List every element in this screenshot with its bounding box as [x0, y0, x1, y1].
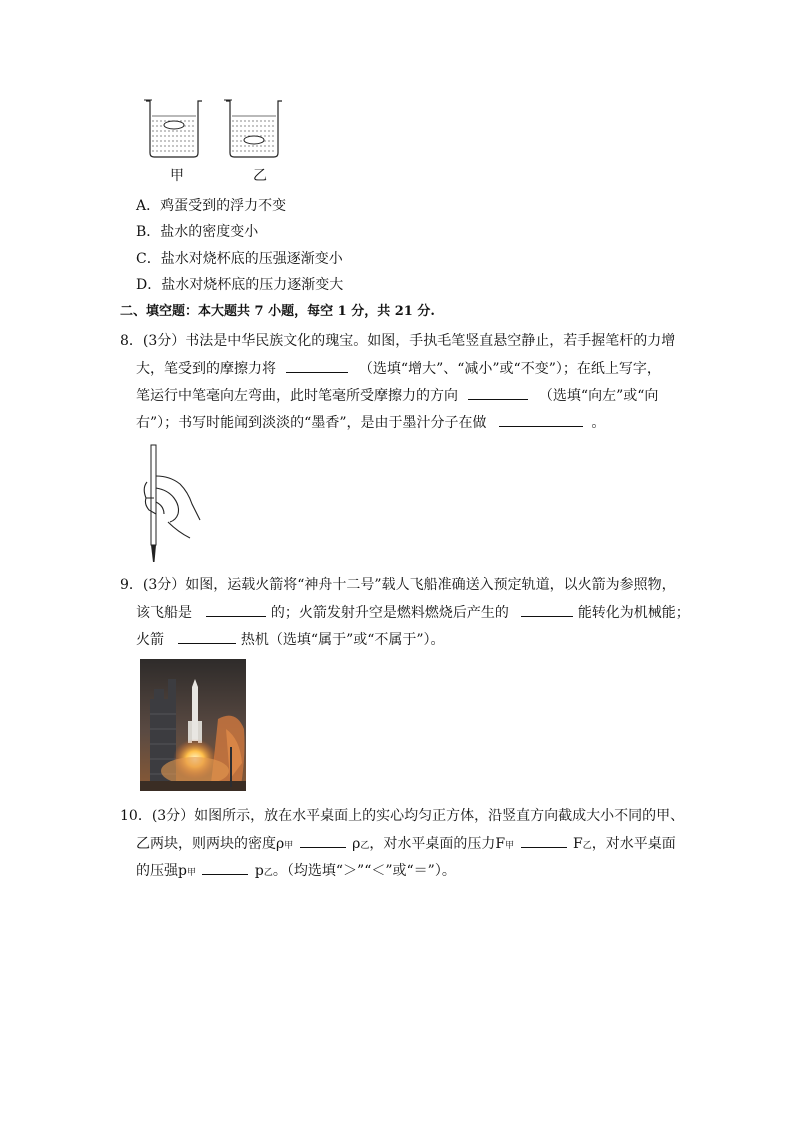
- q8-line3: [136, 385, 658, 406]
- q9-line1: 9．(3分）如图，运载火箭将“神舟十二号”载人飞船准确送入预定轨道，以火箭为参照物，: [120, 577, 676, 593]
- option-b: B．盐水的密度变小: [136, 224, 259, 240]
- q10-sub-yi-2: 乙: [582, 841, 592, 851]
- beaker-label-yi: 乙: [253, 168, 267, 184]
- option-c: C．盐水对烧杯底的压强逐渐变小: [136, 251, 343, 267]
- q9-line2-text-c: 能转化为机械能；: [577, 605, 690, 621]
- q8-line2-text-b: （选填“增大”、“减小”或“不变”）；在纸上写字，: [358, 361, 661, 377]
- q10-line1: 10．(3分）如图所示，放在水平桌面上的实心均匀正方体，沿竖直方向截成大小不同的甲、: [120, 808, 685, 824]
- q8-line3-text-a: 笔运行中笔毫向左弯曲，此时笔毫所受摩擦力的方向: [136, 388, 458, 404]
- q10-line3: [136, 860, 456, 883]
- q9-blank-1[interactable]: [206, 602, 266, 617]
- q9-blank-2[interactable]: [521, 602, 573, 617]
- q9-line3-text-a: 火箭: [136, 632, 164, 648]
- q8-line1: 8．(3分）书法是中华民族文化的瑰宝。如图，手执毛笔竖直悬空静止，若手握笔杆的力增: [120, 333, 676, 349]
- egg-suspended: [244, 136, 264, 144]
- brush-tip: [151, 545, 156, 562]
- beaker-jia: [144, 100, 202, 157]
- q10-line2-text-e: ，对水平桌面: [591, 836, 676, 852]
- q10-line3-text-a: 的压强p: [136, 863, 187, 879]
- q9-blank-3[interactable]: [178, 629, 236, 644]
- option-a: A．鸡蛋受到的浮力不变: [136, 198, 287, 214]
- beaker-label-jia: 甲: [170, 168, 184, 184]
- q8-blank-1[interactable]: [286, 358, 348, 373]
- q9-line2-text-b: 的；火箭发射升空是燃料燃烧后产生的: [270, 605, 509, 621]
- q9-line2: [136, 602, 690, 623]
- q10-line2-text-d: F: [573, 836, 583, 852]
- egg-floating: [164, 121, 184, 129]
- option-d: D．盐水对烧杯底的压力逐渐变大: [136, 277, 344, 293]
- q8-line4-text-b: 。: [591, 415, 606, 431]
- q10-sub-yi-3: 乙: [263, 868, 273, 878]
- q8-line3-text-b: （选填“向左”或“向: [538, 388, 659, 404]
- beaker-yi: [224, 100, 282, 157]
- q10-sub-jia-1: 甲: [284, 841, 294, 851]
- q10-line3-text-c: 。（均选填“＞”“＜”或“＝”）。: [272, 863, 456, 879]
- rocket-launch-photo: [140, 659, 246, 791]
- q8-blank-2[interactable]: [468, 385, 528, 400]
- q8-line2-text-a: 大，笔受到的摩擦力将: [136, 361, 276, 377]
- q9-line2-text-a: 该飞船是: [136, 605, 192, 621]
- q10-sub-jia-3: 甲: [186, 868, 196, 878]
- brush-shaft: [151, 445, 156, 545]
- q10-sub-yi-1: 乙: [360, 841, 370, 851]
- q10-blank-1[interactable]: [300, 833, 346, 848]
- q9-line3-text-b: 热机（选填“属于”或“不属于”）。: [240, 632, 445, 648]
- q10-line2: [136, 833, 676, 856]
- beakers-figure: [140, 95, 290, 165]
- q10-line2-text-a: 乙两块，则两块的密度ρ: [136, 836, 285, 852]
- q10-blank-3[interactable]: [202, 860, 248, 875]
- q10-blank-2[interactable]: [521, 833, 567, 848]
- brush-hand-figure: [140, 440, 205, 565]
- section-heading: 二、填空题：本大题共 7 小题，每空 1 分，共 21 分.: [120, 304, 435, 319]
- q8-line2: [136, 358, 661, 379]
- q8-blank-3[interactable]: [499, 412, 583, 427]
- q10-line2-text-c: ，对水平桌面的压力F: [369, 836, 506, 852]
- q8-line4-text-a: 右”）；书写时能闻到淡淡的“墨香”，是由于墨汁分子在做: [136, 415, 487, 431]
- q8-line4: [136, 412, 605, 433]
- q10-line3-text-b: p: [254, 863, 264, 879]
- q10-sub-jia-2: 甲: [505, 841, 515, 851]
- q10-line2-text-b: ρ: [352, 836, 361, 852]
- q9-line3: [136, 629, 445, 650]
